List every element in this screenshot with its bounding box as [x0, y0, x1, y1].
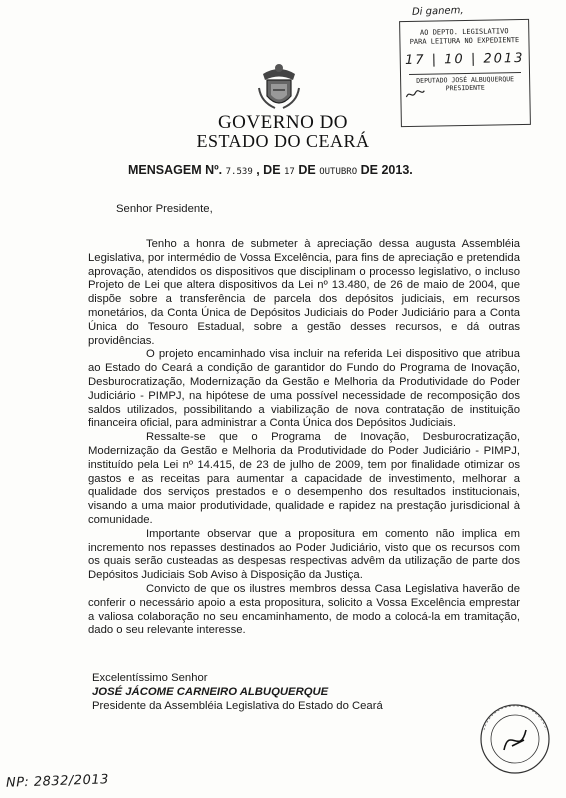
message-de2: DE [298, 163, 316, 177]
message-day: 17 [284, 167, 295, 177]
paragraph: Convicto de que os ilustres membros dessa Casa Legislativa haverão de conferir o necessário apoio a esta propositura, solicito a Vossa Excelência emprestar a valiosa colaboração no seu encaminhamento, de modo a colocá-la em tramitação, dado o seu relevante interesse. [88, 582, 520, 637]
message-month: OUTUBRO [319, 167, 358, 177]
salutation: Senhor Presidente, [116, 203, 213, 215]
closing-title: Presidente da Assembléia Legislativa do Estado do Ceará [92, 700, 383, 712]
header-government: GOVERNO DO [217, 112, 349, 133]
message-de1: , DE [256, 163, 281, 177]
handwritten-note: Di ganem, [411, 5, 464, 18]
message-prefix: MENSAGEM Nº. [128, 163, 223, 177]
paragraph: Tenho a honra de submeter à apreciação dessa augusta Assembléia Legislativa, por intermédio de Vossa Excelência, para fins de apreciação e pretendida aprovação, atendidos os dispositivos que disciplinam o processo legislativo, o incluso Projeto de Lei que altera dispositivos da Lei nº 13.480, de 26 de maio de 2004, que dispõe sobre a transferência de parcela dos depósitos judiciais, em recursos monetários, da Conta Única de Depósitos Judiciais do Poder Judiciário para a Conta Única do Tesouro Estadual, sobre a gestão desses recursos, e dá outras providências. [88, 238, 520, 347]
closing-block [92, 671, 383, 713]
closing-addressee: Excelentíssimo Senhor [92, 672, 208, 684]
message-number: 7.539 [225, 167, 253, 177]
message-heading [128, 163, 413, 177]
state-crest-icon [255, 58, 303, 112]
body-text [88, 238, 520, 638]
stamp-line-2: PARA LEITURA NO EXPEDIENTE [409, 36, 520, 46]
stamp-line-3: DEPUTADO JOSÉ ALBUQUERQUE [416, 75, 515, 85]
reception-stamp [399, 19, 531, 127]
stamp-line-1: AO DEPTO. LEGISLATIVO [419, 27, 509, 37]
stamp-signature-icon [405, 88, 425, 100]
header-state: ESTADO DO CEARÁ [196, 131, 370, 151]
protocol-number: NP: 2832/2013 [5, 772, 110, 791]
paragraph: O projeto encaminhado visa incluir na referida Lei dispositivo que atribua ao Estado do Ceará a condição de garantidor do Fundo do Programa de Inovação, Desburocratização, Modernização da Gestão e Melhoria da Produtividade do Poder Judiciário - PIMPJ, na hipótese de uma possível necessidade de recomposição dos saldos utilizados, possibilitando a viabilização de nova contratação de instituição financeira oficial, para administrar a Conta Única dos Depósitos Judiciais. [88, 348, 520, 430]
stamp-line-4: PRESIDENTE [445, 83, 485, 93]
paragraph: Ressalte-se que o Programa de Inovação, Desburocratização, Modernização da Gestão e Melhoria da Produtividade do Poder Judiciário - PIMPJ, instituído pela Lei nº 14.415, de 23 de julho de 2009, tem por finalidade otimizar os gastos e as receitas para aumentar a capacidade de investimento, melhorar a qualidade dos serviços prestados e o desempenho dos resultados institucionais, visando a uma maior produtividade, qualidade e rapidez na prestação jurisdicional à comunidade. [88, 431, 520, 526]
paragraph: Importante observar que a propositura em comento não implica em incremento nos repasses destinados ao Poder Judiciário, visto que os recursos com os quais serão custeadas as despesas respectivas advêm da utilização de parte dos Depósitos Judiciais Sob Aviso à Disposição da Justiça. [88, 527, 520, 582]
closing-name: JOSÉ JÁCOME CARNEIRO ALBUQUERQUE [92, 686, 329, 698]
message-year: DE 2013. [360, 163, 413, 177]
circular-seal-icon [476, 700, 554, 778]
stamp-date: 17 | 10 | 2013 [404, 50, 525, 69]
